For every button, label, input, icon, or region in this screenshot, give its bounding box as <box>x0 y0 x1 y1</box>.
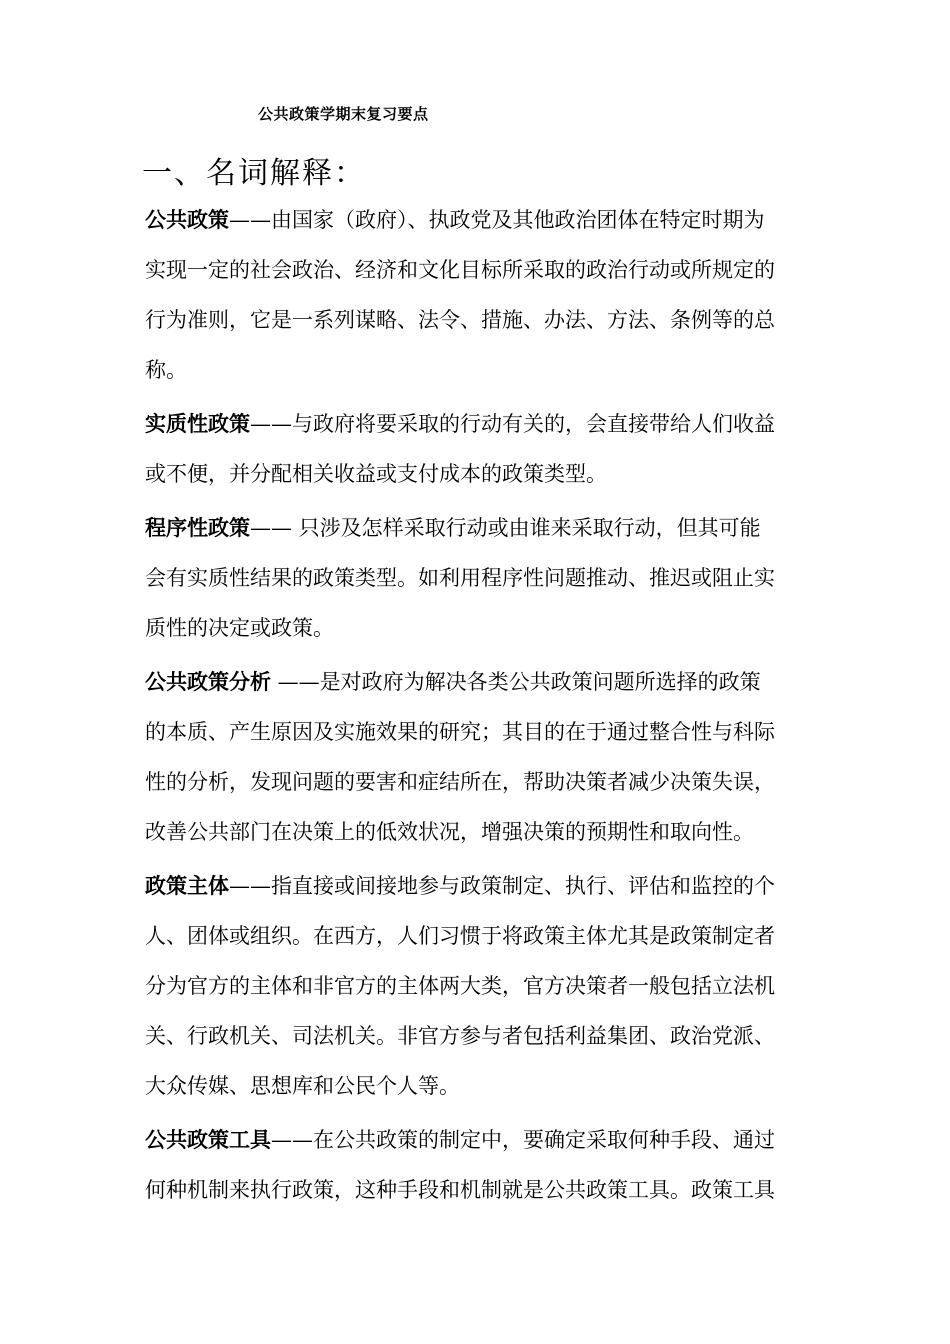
definition-line: 何种机制来执行政策，这种手段和机制就是公共政策工具。政策工具 <box>145 1178 775 1202</box>
definition-line: 行为准则，它是一系列谋略、法令、措施、办法、方法、条例等的总 <box>145 308 775 332</box>
definition-line: 改善公共部门在决策上的低效状况，增强决策的预期性和取向性。 <box>145 820 754 844</box>
definition-term: 公共政策分析 <box>145 669 271 694</box>
definition-policy-tools <box>145 1115 821 1215</box>
definition-policy-analysis <box>145 657 821 857</box>
definition-line: 大众传媒、思想库和公民个人等。 <box>145 1074 460 1098</box>
definition-substantive-policy <box>145 399 821 499</box>
document-title: 公共政策学期末复习要点 <box>258 105 429 123</box>
definition-line: 或不便，并分配相关收益或支付成本的政策类型。 <box>145 462 607 486</box>
definition-term: 公共政策工具 <box>145 1127 271 1152</box>
definition-procedural-policy <box>145 503 821 653</box>
definitions-body <box>145 195 821 1219</box>
definition-public-policy <box>145 195 821 395</box>
definition-term: 实质性政策 <box>145 411 250 436</box>
definition-line: 分为官方的主体和非官方的主体两大类，官方决策者一般包括立法机 <box>145 974 775 998</box>
definition-line: 称。 <box>145 358 187 382</box>
definition-term: 程序性政策 <box>145 515 250 540</box>
definition-line: 程序性政策—— 只涉及怎样采取行动或由谁来采取行动，但其可能 <box>145 515 761 540</box>
definition-policy-subject <box>145 861 821 1111</box>
definition-line: 实现一定的社会政治、经济和文化目标所采取的政治行动或所规定的 <box>145 258 775 282</box>
definition-term: 政策主体 <box>145 873 229 898</box>
definition-line: 关、行政机关、司法机关。非官方参与者包括利益集团、政治党派、 <box>145 1024 775 1048</box>
definition-line: 公共政策分析 ——是对政府为解决各类公共政策问题所选择的政策 <box>145 669 761 694</box>
definition-line: 人、团体或组织。在西方，人们习惯于将政策主体尤其是政策制定者 <box>145 924 775 948</box>
definition-line: 实质性政策——与政府将要采取的行动有关的，会直接带给人们收益 <box>145 411 775 436</box>
definition-line: 公共政策工具——在公共政策的制定中，要确定采取何种手段、通过 <box>145 1127 775 1152</box>
definition-line: 会有实质性结果的政策类型。如利用程序性问题推动、推迟或阻止实 <box>145 566 775 590</box>
definition-line: 的本质、产生原因及实施效果的研究；其目的在于通过整合性与科际 <box>145 720 775 744</box>
definition-line: 政策主体——指直接或间接地参与政策制定、执行、评估和监控的个 <box>145 873 775 898</box>
definition-line: 质性的决定或政策。 <box>145 616 334 640</box>
definition-term: 公共政策 <box>145 207 229 232</box>
definition-line: 性的分析，发现问题的要害和症结所在，帮助决策者减少决策失误， <box>145 770 775 794</box>
section-heading: 一、名词解释： <box>142 156 366 191</box>
definition-line: 公共政策——由国家（政府）、执政党及其他政治团体在特定时期为 <box>145 207 765 232</box>
